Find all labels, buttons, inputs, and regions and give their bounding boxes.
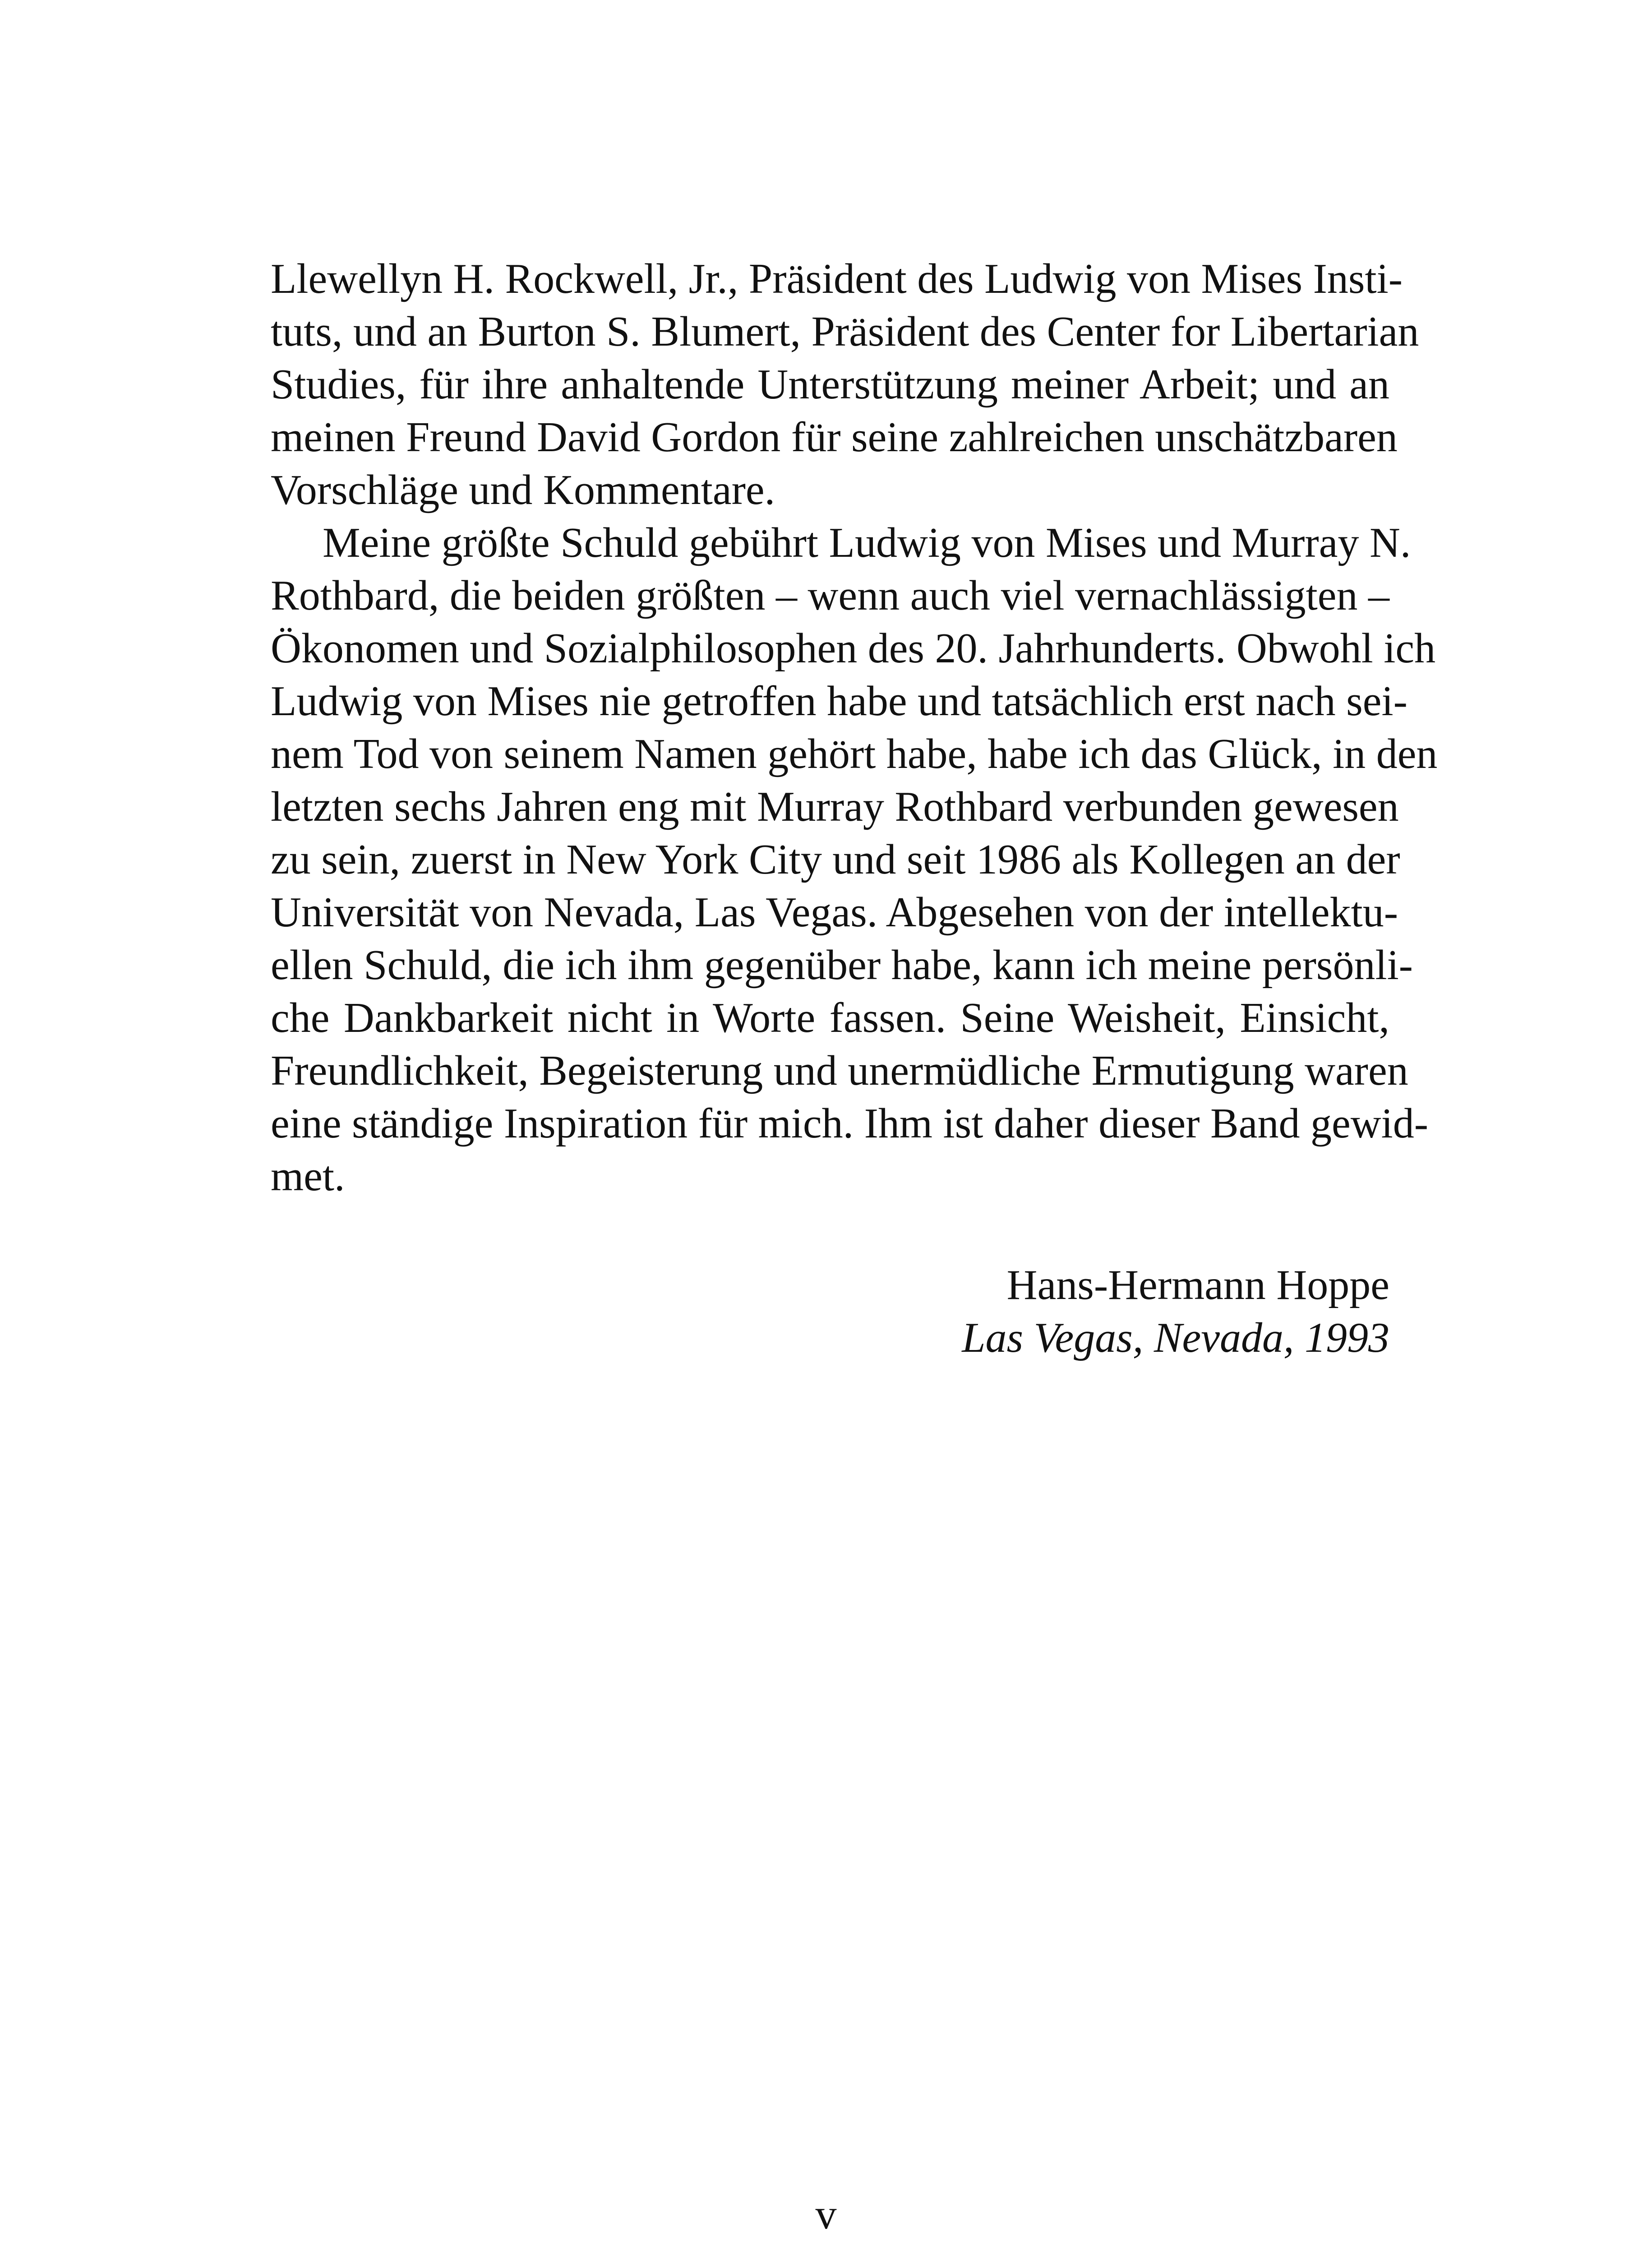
body-text [271,253,1438,1203]
text-line: Studies, für ihre anhaltende Unterstützung meiner Arbeit; und an [271,361,1389,408]
text-line: eine ständige Inspiration für mich. Ihm ist daher dieser Band gewid- [271,1100,1428,1147]
text-line: ellen Schuld, die ich ihm gegenüber habe, kann ich meine persönli- [271,942,1413,989]
text-line: letzten sechs Jahren eng mit Murray Rothbard verbunden gewesen [271,783,1399,830]
text-line: met. [271,1153,345,1200]
text-line: zu sein, zuerst in New York City und seit 1986 als Kollegen an der [271,836,1400,883]
paragraph-1 [271,253,1419,517]
page-number: v [815,2191,837,2238]
place-and-date: Las Vegas, Nevada, 1993 [962,1314,1389,1361]
text-line: Ökonomen und Sozialphilosophen des 20. Jahrhunderts. Obwohl ich [271,625,1436,672]
text-line: tuts, und an Burton S. Blumert, Präsident des Center for Libertarian [271,308,1419,355]
text-line: che Dankbarkeit nicht in Worte fassen. Seine Weisheit, Einsicht, [271,994,1389,1041]
text-line: Llewellyn H. Rockwell, Jr., Präsident des Ludwig von Mises Insti- [271,255,1403,302]
text-line: Freundlichkeit, Begeisterung und unermüdliche Ermutigung waren [271,1047,1408,1094]
text-line: nem Tod von seinem Namen gehört habe, habe ich das Glück, in den [271,730,1438,777]
author-name: Hans-Hermann Hoppe [1006,1262,1389,1308]
signature-block [271,1259,1389,1364]
text-line: meinen Freund David Gordon für seine zahlreichen unschätzbaren [271,414,1398,461]
text-line: Meine größte Schuld gebührt Ludwig von Mises und Murray N. [323,519,1411,566]
text-line: Ludwig von Mises nie getroffen habe und tatsächlich erst nach sei- [271,678,1407,725]
paragraph-2 [271,517,1438,1203]
text-line: Rothbard, die beiden größten – wenn auch viel vernachlässigten – [271,572,1389,619]
text-line: Universität von Nevada, Las Vegas. Abgesehen von der intellektu- [271,889,1398,936]
text-line: Vorschläge und Kommentare. [271,467,775,513]
